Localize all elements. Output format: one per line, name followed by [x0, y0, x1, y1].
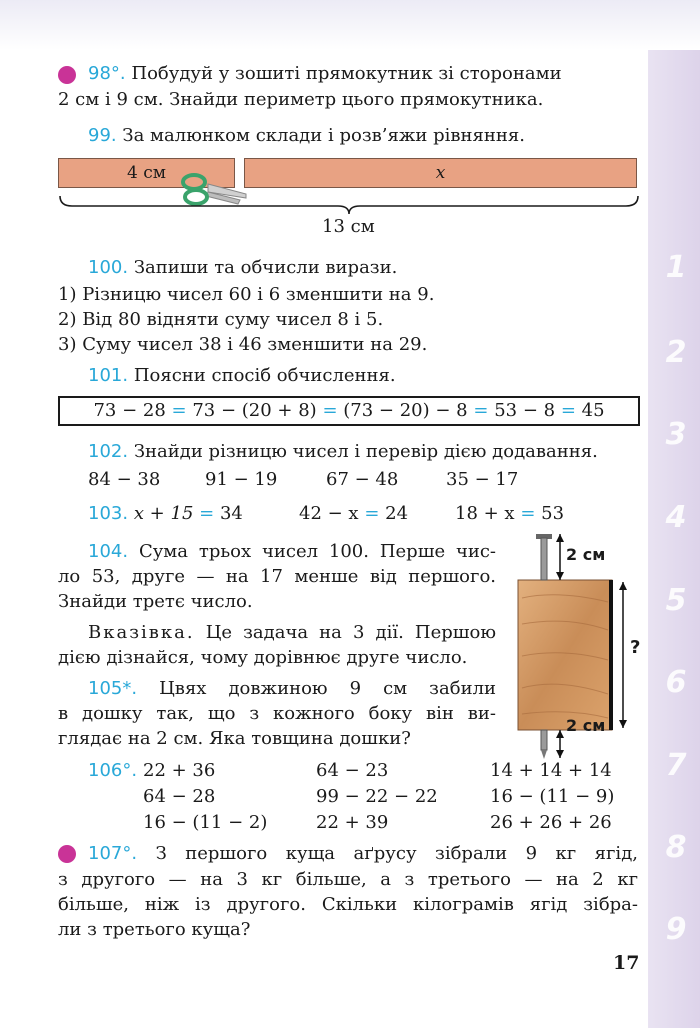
- equation-right: 53: [541, 503, 565, 524]
- equation-right: 34: [219, 503, 243, 524]
- side-tab: 2: [665, 335, 687, 370]
- hint: [88, 621, 496, 645]
- task-101: [88, 364, 396, 388]
- task-text: Побудуй у зошиті прямокутник зі сторонами: [131, 63, 562, 84]
- task-text: ли з третього куща?: [58, 919, 251, 940]
- task-103: 103. x + 15 = 34: [88, 503, 243, 524]
- task-105: [88, 677, 496, 701]
- hint-text: дією дізнайся, чому дорівнює друге число.: [58, 647, 468, 668]
- expression: 22 + 39: [316, 812, 389, 833]
- task-107: [88, 842, 638, 866]
- equation-left: x + 15: [133, 503, 194, 524]
- side-tab: 7: [665, 748, 687, 783]
- equation-left: 18 + x: [455, 503, 515, 524]
- nail-bottom-label: 2 см: [566, 716, 606, 735]
- list-item: 2) Від 80 відняти суму чисел 8 і 5.: [58, 309, 384, 330]
- hint-text: Це задача на 3 дії. Першою: [205, 622, 496, 643]
- side-tab: 1: [665, 250, 687, 285]
- expression: 26 + 26 + 26: [490, 812, 612, 833]
- task-100: [88, 256, 397, 280]
- task-text: ло 53, друге — на 17 менше від першого.: [58, 566, 496, 587]
- expression: 67 − 48: [326, 469, 399, 490]
- expr-part: 53 − 8: [494, 400, 556, 421]
- task-text: з другого — на 3 кг більше, а з третього — на 2 кг: [58, 869, 638, 890]
- task-number: 105*.: [88, 678, 138, 699]
- task-106-number: [88, 759, 137, 783]
- task-text: Знайди різницю чисел і перевір дією додавання.: [133, 441, 598, 462]
- task-number: 98°.: [88, 63, 126, 84]
- task-bullet: [58, 845, 76, 863]
- task-text: в дошку так, що з кожного боку він ви-: [58, 703, 496, 724]
- expression: 64 − 28: [143, 786, 216, 807]
- task-number: 99.: [88, 125, 117, 146]
- board-thickness-mark: ?: [630, 637, 641, 658]
- task-text: Поясни спосіб обчислення.: [133, 365, 396, 386]
- task-text: За малюнком склади і розв’яжи рівняння.: [122, 125, 525, 146]
- expression: 35 − 17: [446, 469, 519, 490]
- page-number: 17: [613, 952, 640, 974]
- expression: 99 − 22 − 22: [316, 786, 438, 807]
- task-98: [88, 62, 638, 86]
- side-tab-strip: [648, 50, 700, 1028]
- task-number: 102.: [88, 441, 129, 462]
- side-tab: 3: [665, 417, 687, 452]
- list-item: 1) Різницю чисел 60 і 6 зменшити на 9.: [58, 284, 435, 305]
- task-number: 107°.: [88, 843, 138, 864]
- task-number: 106°.: [88, 760, 138, 781]
- equation: 18 + x = 53: [455, 503, 565, 524]
- task-text: Цвях довжиною 9 см забили: [159, 678, 496, 699]
- task-text: 2 см і 9 см. Знайди периметр цього прямокутника.: [58, 89, 544, 110]
- equation: 42 − x = 24: [299, 503, 409, 524]
- expr-part: 45: [581, 400, 605, 421]
- strip-right: x: [244, 158, 637, 188]
- nail-top-label: 2 см: [566, 545, 606, 564]
- expression: 14 + 14 + 14: [490, 760, 612, 781]
- side-tab: 4: [665, 500, 687, 535]
- side-tab: 8: [665, 830, 687, 865]
- side-tab: 5: [665, 583, 687, 618]
- equation-left: 42 − x: [299, 503, 359, 524]
- task-102: [88, 440, 598, 464]
- task-text: глядає на 2 см. Яка товщина дошки?: [58, 728, 411, 749]
- task-99: [88, 124, 525, 148]
- total-length: 13 см: [322, 216, 375, 237]
- task-104: [88, 540, 496, 564]
- task-bullet: [58, 66, 76, 84]
- expression: 91 − 19: [205, 469, 278, 490]
- expression-box: 73 − 28 = 73 − (20 + 8) = (73 − 20) − 8 = 53 − 8 = 45: [58, 396, 640, 426]
- task-text: Сума трьох чисел 100. Перше чис-: [138, 541, 496, 562]
- task-number: 104.: [88, 541, 129, 562]
- equation-right: 24: [385, 503, 409, 524]
- task-text: більше, ніж із другого. Скільки кілограмів ягід зібра-: [58, 894, 638, 915]
- list-item: 3) Суму чисел 38 і 46 зменшити на 29.: [58, 334, 428, 355]
- strip-left: 4 см: [58, 158, 235, 188]
- side-tab: 9: [665, 912, 687, 947]
- expression: 16 − (11 − 9): [490, 786, 615, 807]
- task-number: 101.: [88, 365, 129, 386]
- expression: 16 − (11 − 2): [143, 812, 268, 833]
- expr-part: 73 − 28: [93, 400, 166, 421]
- hint-label: Вказівка.: [88, 622, 195, 643]
- task-text: Запиши та обчисли вирази.: [133, 257, 398, 278]
- total-brace: [58, 194, 640, 216]
- side-tab: 6: [665, 665, 687, 700]
- task-number: 103.: [88, 503, 129, 524]
- top-band: [0, 0, 700, 50]
- expression: 84 − 38: [88, 469, 161, 490]
- expression: 64 − 23: [316, 760, 389, 781]
- expr-part: 73 − (20 + 8): [192, 400, 317, 421]
- task-text: З першого куща аґрусу зібрали 9 кг ягід,: [155, 843, 638, 864]
- task-number: 100.: [88, 257, 129, 278]
- task-text: Знайди третє число.: [58, 591, 253, 612]
- expr-part: (73 − 20) − 8: [343, 400, 468, 421]
- expression: 22 + 36: [143, 760, 216, 781]
